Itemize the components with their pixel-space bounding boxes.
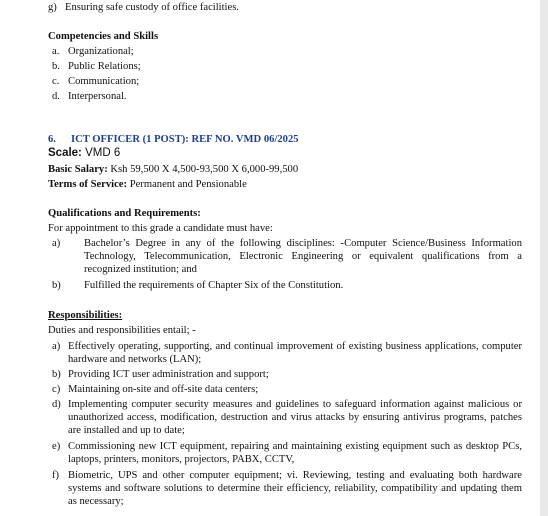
terms-line [48,178,247,191]
list-marker: b) [52,369,61,380]
list-item: Biometric, UPS and other computer equipment; vi. Reviewing, testing and evaluating both hardware systems and software solutions to determine their efficiency, reliability, compatibility and updating them as necessary; [68,470,522,507]
list-marker: e) [52,441,61,452]
list-item: Public Relations; [68,61,141,72]
list-item: Communication; [68,76,140,87]
page-edge [540,0,548,516]
scale-value: VMD 6 [85,147,121,159]
list-marker: a) [52,238,61,249]
qualifications-intro: For appointment to this grade a candidate must have: [48,223,273,234]
list-item: Commissioning new ICT equipment, repairing and maintaining existing equipment such as desktop PCs, laptops, printers, monitors, projectors, PABX, CCTV, [68,441,522,465]
list-marker: b. [52,61,60,72]
list-item: Ensuring safe custody of office facilities. [65,2,239,13]
list-marker: g) [48,2,57,13]
list-marker: b) [52,280,61,291]
list-marker: d. [52,91,60,102]
competencies-heading: Competencies and Skills [48,31,159,42]
list-marker: d) [52,399,61,410]
terms-value: Permanent and Pensionable [129,179,247,190]
list-marker: c) [52,384,61,395]
list-item: Effectively operating, supporting, and continual improvement of existing business applications, computer hardware and networks (LAN); [68,341,522,365]
list-marker: a. [52,46,60,57]
list-marker: a) [52,341,61,352]
list-item: Fulfilled the requirements of Chapter Six of the Constitution. [84,280,344,291]
list-item: Interpersonal. [68,91,127,102]
scale-label: Scale: [48,147,82,159]
list-item: Bachelor’s Degree in any of the following disciplines: -Computer Science/Business Information Technology, Telecommunication, Electronic Engineering or equivalent qualifications from a recognized institution; and [84,238,522,275]
post-title: ICT OFFICER (1 POST): REF NO. VMD 06/2025 [71,134,299,145]
salary-line [48,163,298,176]
terms-label: Terms of Service: [48,179,128,190]
salary-label: Basic Salary: [48,164,108,175]
list-item: Organizational; [68,46,134,57]
list-marker: c. [52,76,60,87]
qualifications-heading: Qualifications and Requirements: [48,208,201,219]
responsibilities-heading: Responsibilities: [48,310,123,321]
list-item: Maintaining on-site and off-site data centers; [68,384,259,395]
list-item: Implementing computer security measures and guidelines to safeguard information against malicious or unauthorized access, modification, destruction and virus attacks by ensuring antivirus programs, patches are installed and up to date; [68,399,522,436]
list-item: Providing ICT user administration and support; [68,369,269,380]
list-marker: f) [52,470,60,481]
responsibilities-intro: Duties and responsibilities entail; - [48,325,196,336]
salary-value: Ksh 59,500 X 4,500-93,500 X 6,000-99,500 [110,164,299,175]
post-number: 6. [48,134,56,145]
scale-line [48,147,120,160]
